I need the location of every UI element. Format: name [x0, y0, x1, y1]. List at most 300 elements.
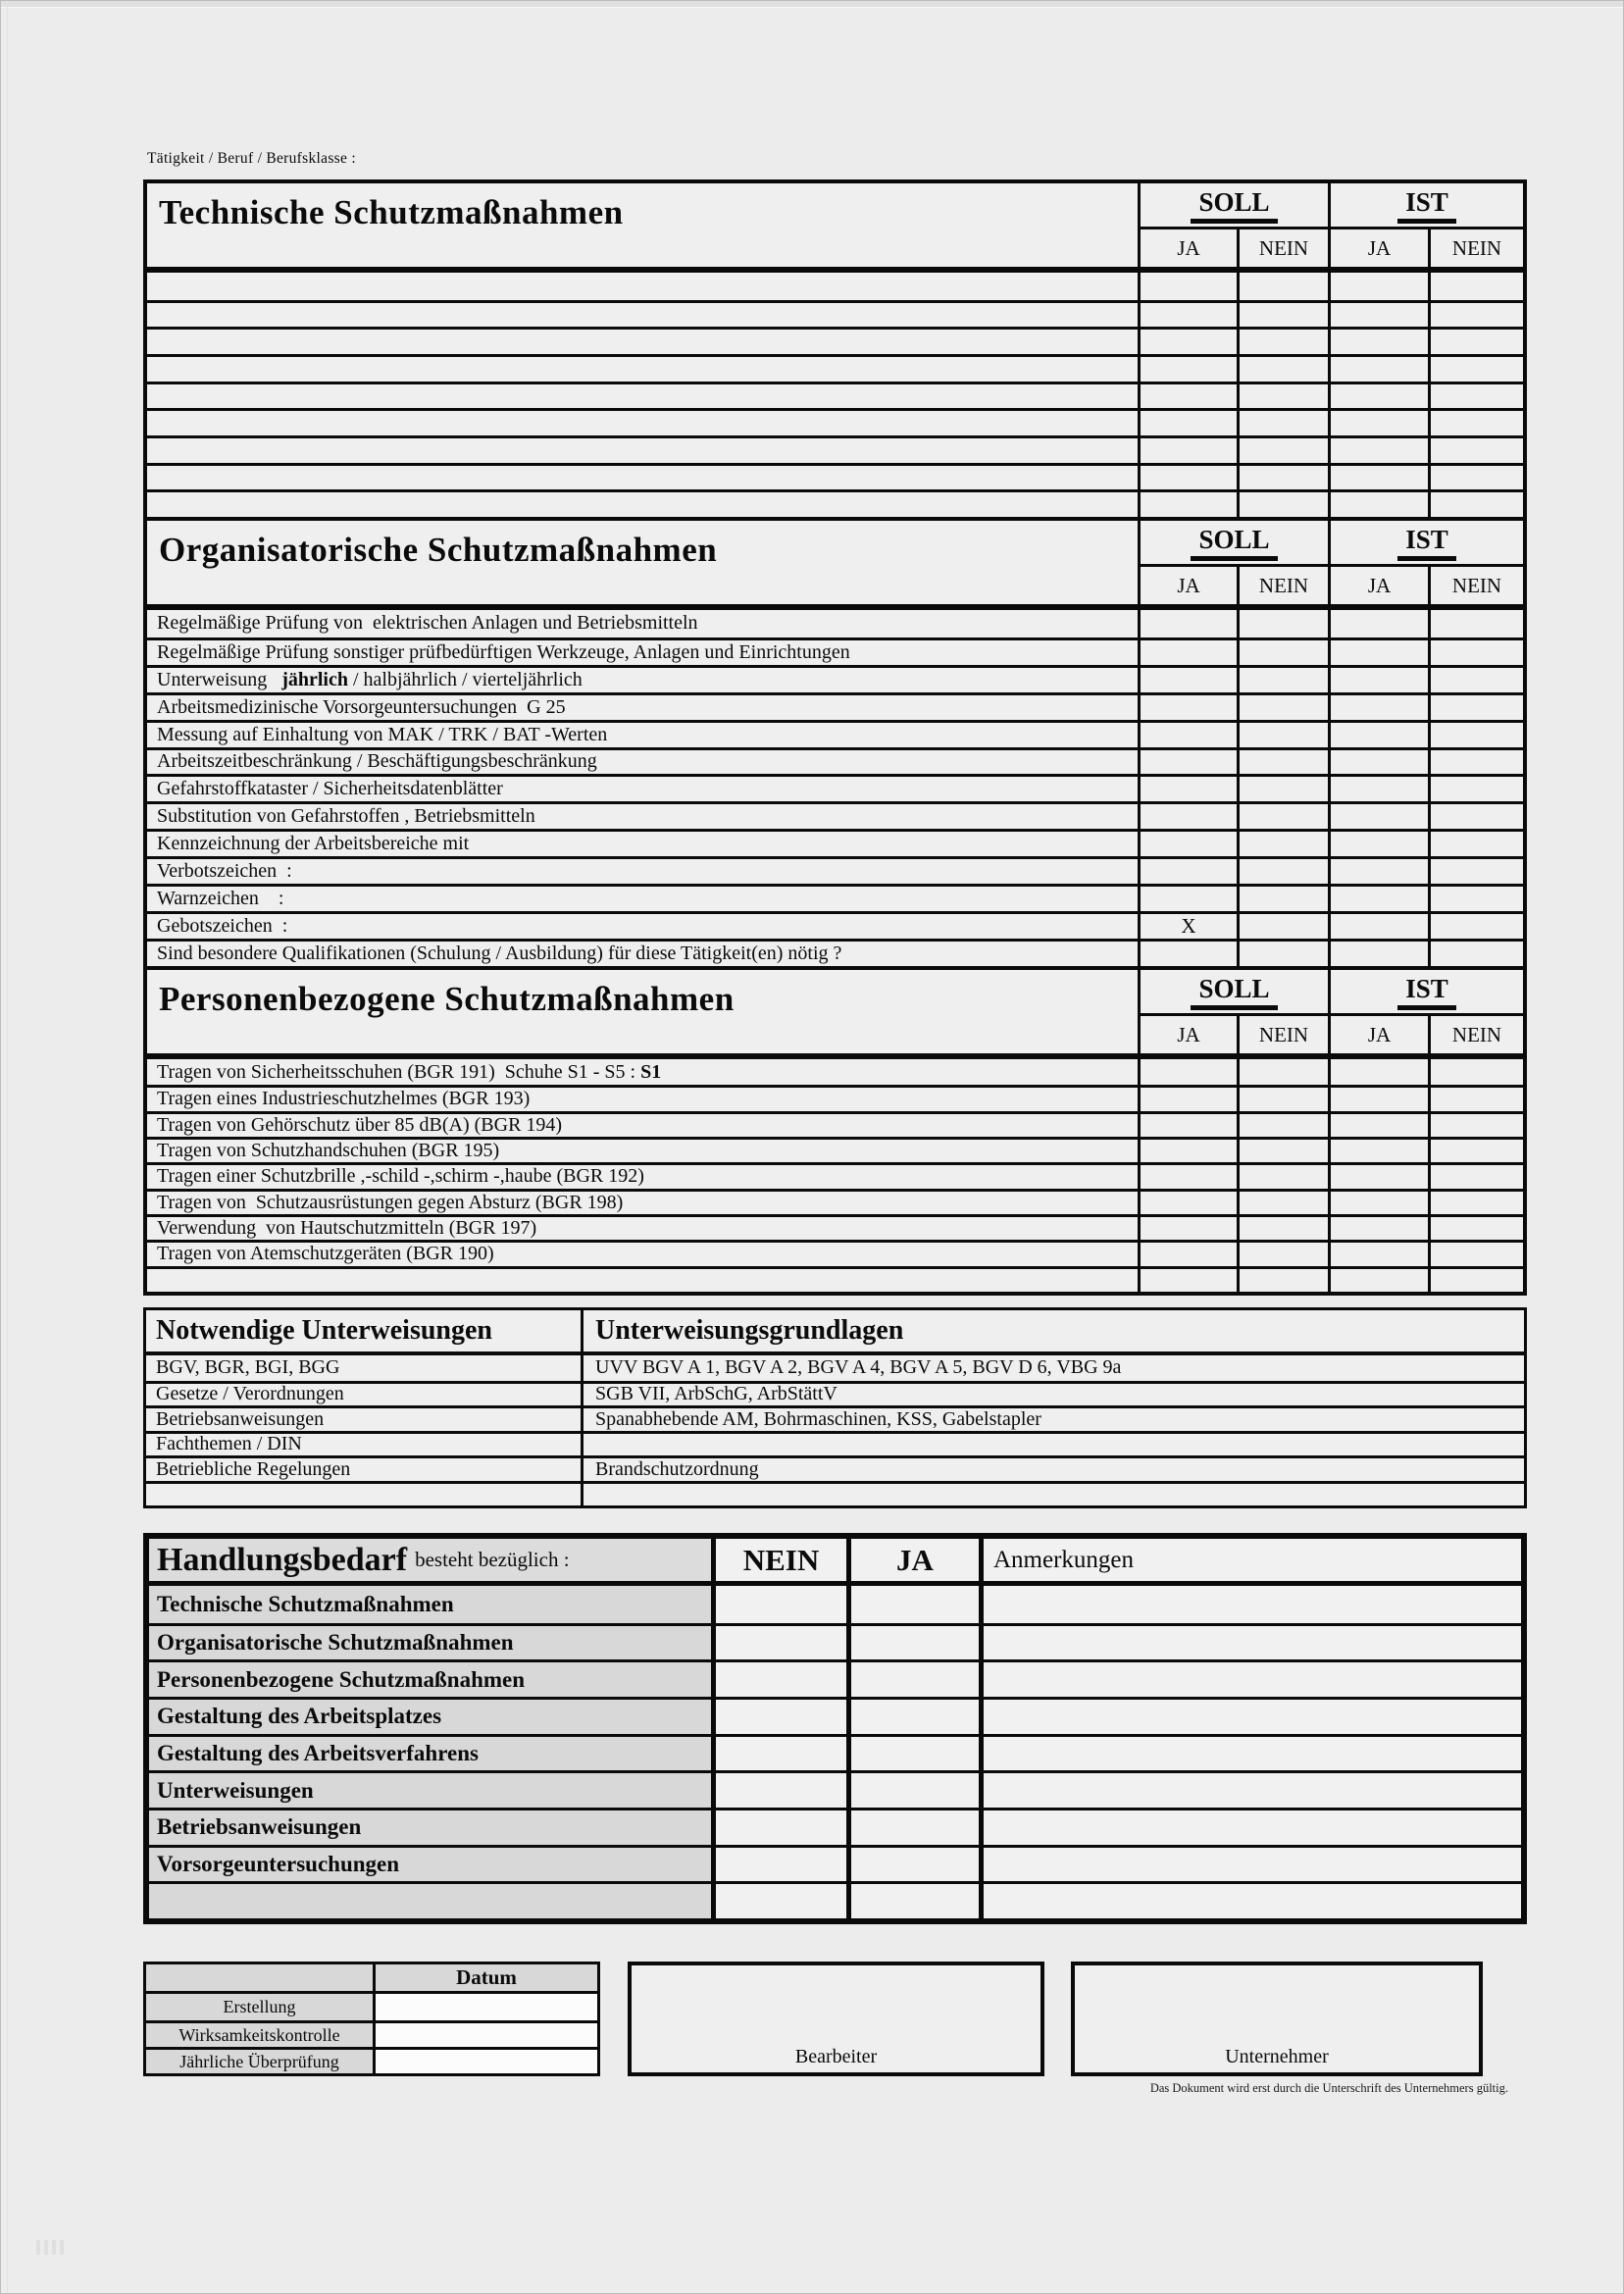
instructions-table-body — [146, 1355, 1524, 1505]
ist-ja-cell[interactable] — [1328, 438, 1428, 463]
soll-ja-cell[interactable] — [1138, 492, 1237, 517]
measure-label: Verbotszeichen : — [157, 860, 292, 883]
section-header — [147, 970, 1523, 1059]
soll-nein-cell[interactable] — [1237, 1217, 1328, 1240]
action-required-table — [143, 1533, 1527, 1924]
ja-nein-row — [1141, 564, 1523, 604]
soll-ja-cell[interactable] — [1138, 438, 1237, 463]
date-row — [146, 2047, 597, 2073]
action-row — [149, 1697, 1521, 1734]
section-header — [147, 183, 1523, 273]
soll-ja-cell[interactable] — [1138, 887, 1237, 911]
ist-nein-cell[interactable] — [1428, 1217, 1523, 1240]
empty-measure-field[interactable] — [147, 1269, 1138, 1292]
soll-ja-cell[interactable] — [1138, 411, 1237, 435]
soll-nein-header: NEIN — [1240, 1016, 1331, 1053]
soll-nein-cell[interactable] — [1237, 411, 1328, 435]
action-row-label: Betriebsanweisungen — [149, 1810, 711, 1845]
ist-ja-cell[interactable] — [1328, 1088, 1428, 1110]
ist-nein-cell[interactable] — [1428, 1243, 1523, 1265]
date-header-label: Datum — [373, 1964, 597, 1991]
action-col-notes-header: Anmerkungen — [979, 1539, 1521, 1581]
soll-ja-cell[interactable] — [1138, 1140, 1237, 1162]
action-row — [149, 1586, 1521, 1623]
soll-ja-cell[interactable] — [1138, 466, 1237, 490]
ist-nein-cell[interactable] — [1428, 1059, 1523, 1085]
soll-ja-cell[interactable] — [1138, 273, 1237, 300]
ist-nein-cell[interactable] — [1428, 330, 1523, 354]
soll-nein-cell[interactable] — [1237, 750, 1328, 775]
action-row — [149, 1881, 1521, 1918]
action-ja-cell[interactable] — [846, 1586, 979, 1623]
date-value-field[interactable] — [373, 2023, 597, 2047]
ist-nein-cell[interactable] — [1428, 695, 1523, 720]
action-row-label: Organisatorische Schutzmaßnahmen — [149, 1626, 711, 1660]
action-nein-cell[interactable] — [711, 1810, 846, 1845]
measure-label: Substitution von Gefahrstoffen , Betriebsmitteln — [157, 805, 535, 828]
ist-nein-cell[interactable] — [1428, 492, 1523, 517]
soll-ja-cell[interactable] — [1138, 1269, 1237, 1292]
soll-nein-cell[interactable] — [1237, 330, 1328, 354]
ist-ja-cell[interactable] — [1328, 384, 1428, 409]
measure-row — [147, 354, 1523, 382]
ist-nein-cell[interactable] — [1428, 914, 1523, 939]
ist-nein-cell[interactable] — [1428, 777, 1523, 801]
ist-ja-cell[interactable] — [1328, 1114, 1428, 1137]
ist-nein-cell[interactable] — [1428, 1114, 1523, 1137]
soll-ist-header — [1138, 970, 1523, 1053]
ist-ja-cell[interactable] — [1328, 1217, 1428, 1240]
owner-signature-box[interactable] — [1071, 1962, 1483, 2076]
soll-ja-cell[interactable] — [1138, 330, 1237, 354]
measure-row — [147, 408, 1523, 435]
ist-ja-cell[interactable] — [1328, 640, 1428, 665]
action-notes-cell[interactable] — [979, 1626, 1521, 1660]
soll-ja-cell[interactable] — [1138, 942, 1237, 966]
action-notes-cell[interactable] — [979, 1737, 1521, 1771]
instructions-row — [146, 1405, 1524, 1431]
soll-nein-header: NEIN — [1240, 229, 1331, 267]
signature-validity-note: Das Dokument wird erst durch die Unterschrift des Unternehmers gültig. — [1149, 2081, 1508, 2095]
action-row — [149, 1659, 1521, 1697]
soll-nein-cell[interactable] — [1237, 492, 1328, 517]
soll-ja-cell[interactable] — [1138, 1088, 1237, 1110]
measure-row — [147, 801, 1523, 829]
soll-nein-cell[interactable] — [1237, 832, 1328, 856]
section-rows — [147, 610, 1523, 966]
window-left-edge — [7, 1, 8, 2293]
empty-measure-field[interactable] — [147, 330, 1138, 354]
date-table-body — [146, 1994, 597, 2073]
empty-measure-field[interactable] — [147, 357, 1138, 382]
soll-nein-cell[interactable] — [1237, 914, 1328, 939]
soll-nein-cell[interactable] — [1237, 1243, 1328, 1265]
soll-nein-cell[interactable] — [1237, 804, 1328, 829]
measure-label: Tragen von Schutzhandschuhen (BGR 195) — [157, 1140, 500, 1162]
ist-ja-cell[interactable] — [1328, 1243, 1428, 1265]
ist-ja-cell[interactable] — [1328, 411, 1428, 435]
instruction-topic-label: Fachthemen / DIN — [156, 1433, 302, 1455]
ist-nein-cell[interactable] — [1428, 750, 1523, 775]
ist-nein-cell[interactable] — [1428, 1192, 1523, 1214]
action-row-label: Unterweisungen — [149, 1773, 711, 1808]
soll-ja-cell[interactable] — [1138, 804, 1237, 829]
ist-nein-cell[interactable] — [1428, 668, 1523, 692]
soll-label: SOLL — [1191, 187, 1277, 224]
ist-ja-cell[interactable] — [1328, 914, 1428, 939]
measure-row — [147, 1085, 1523, 1110]
measure-row — [147, 774, 1523, 801]
window-top-strip — [1, 1, 1623, 8]
measure-row — [147, 327, 1523, 354]
instructions-col1-header: Notwendige Unterweisungen — [156, 1315, 492, 1346]
soll-nein-cell[interactable] — [1237, 887, 1328, 911]
ist-nein-cell[interactable] — [1428, 1088, 1523, 1110]
ist-nein-cell[interactable] — [1428, 804, 1523, 829]
instruction-topic-label: Betriebsanweisungen — [156, 1408, 325, 1430]
action-row — [149, 1808, 1521, 1845]
action-notes-cell[interactable] — [979, 1662, 1521, 1697]
empty-measure-field[interactable] — [147, 384, 1138, 409]
soll-nein-cell[interactable] — [1237, 942, 1328, 966]
soll-nein-cell[interactable] — [1237, 723, 1328, 747]
form-body — [143, 179, 1527, 1924]
date-row-label: Jährliche Überprüfung — [146, 2050, 373, 2073]
instruction-basis-field[interactable]: Brandschutzordnung — [581, 1458, 1524, 1481]
soll-ist-row — [1141, 183, 1523, 227]
action-ja-cell[interactable] — [846, 1773, 979, 1808]
empty-measure-field[interactable] — [147, 466, 1138, 490]
date-table — [143, 1962, 600, 2076]
action-ja-cell[interactable] — [846, 1810, 979, 1845]
ist-ja-cell[interactable] — [1328, 777, 1428, 801]
action-ja-cell[interactable] — [846, 1848, 979, 1882]
measure-label: Verwendung von Hautschutzmitteln (BGR 197) — [157, 1217, 537, 1240]
measure-row — [147, 856, 1523, 884]
ist-nein-cell[interactable] — [1428, 832, 1523, 856]
soll-nein-cell[interactable] — [1237, 303, 1328, 328]
soll-label: SOLL — [1191, 525, 1277, 561]
ist-nein-cell[interactable] — [1428, 273, 1523, 300]
soll-nein-cell[interactable] — [1237, 610, 1328, 637]
measure-label: Gefahrstoffkataster / Sicherheitsdatenblätter — [157, 778, 503, 800]
soll-ja-cell[interactable] — [1138, 357, 1237, 382]
date-row-label: Erstellung — [146, 1994, 373, 2020]
ist-ja-cell[interactable] — [1328, 330, 1428, 354]
action-table-body — [149, 1586, 1521, 1918]
section-header — [147, 521, 1523, 610]
soll-nein-cell[interactable] — [1237, 273, 1328, 300]
date-value-field[interactable] — [373, 2050, 597, 2073]
section-technical-measures — [143, 179, 1527, 521]
action-table-title — [149, 1539, 711, 1581]
ist-ja-cell[interactable] — [1328, 1192, 1428, 1214]
soll-ist-row — [1141, 970, 1523, 1013]
ist-nein-header: NEIN — [1451, 1022, 1502, 1046]
ist-nein-cell[interactable] — [1428, 640, 1523, 665]
ist-label: IST — [1397, 187, 1456, 224]
soll-ja-cell[interactable] — [1138, 1217, 1237, 1240]
ist-ja-cell[interactable] — [1328, 303, 1428, 328]
ist-nein-cell[interactable] — [1428, 610, 1523, 637]
soll-nein-cell[interactable] — [1237, 466, 1328, 490]
soll-ja-header: JA — [1141, 1016, 1240, 1053]
ist-ja-header: JA — [1331, 1016, 1431, 1053]
ist-ja-cell[interactable] — [1328, 804, 1428, 829]
measure-row — [147, 939, 1523, 966]
action-ja-cell[interactable] — [846, 1626, 979, 1660]
ist-nein-cell[interactable] — [1428, 859, 1523, 884]
measure-row — [147, 720, 1523, 747]
soll-header — [1141, 521, 1331, 564]
soll-label: SOLL — [1191, 974, 1277, 1010]
measure-label: Tragen einer Schutzbrille ,-schild -,schirm -,haube (BGR 192) — [157, 1165, 644, 1188]
soll-nein-cell[interactable] — [1237, 1088, 1328, 1110]
measure-label: Messung auf Einhaltung von MAK / TRK / BAT -Werten — [157, 723, 608, 745]
ist-nein-cell[interactable] — [1428, 357, 1523, 382]
measure-label: Tragen von Atemschutzgeräten (BGR 190) — [157, 1243, 494, 1265]
soll-nein-cell[interactable] — [1237, 1114, 1328, 1137]
measure-label: Gebotszeichen : — [157, 914, 288, 937]
soll-nein-cell[interactable] — [1237, 1269, 1328, 1292]
ist-ja-cell[interactable] — [1328, 1059, 1428, 1085]
measure-row — [147, 435, 1523, 463]
soll-nein-cell[interactable] — [1237, 1059, 1328, 1085]
soll-nein-cell[interactable] — [1237, 859, 1328, 884]
measure-row — [147, 1266, 1523, 1292]
measure-label: Arbeitsmedizinische Vorsorgeuntersuchungen G 25 — [157, 695, 566, 718]
soll-ja-header: JA — [1141, 229, 1240, 267]
soll-ja-cell[interactable] — [1138, 1243, 1237, 1265]
ist-ja-cell[interactable] — [1328, 466, 1428, 490]
empty-measure-field[interactable] — [147, 492, 1138, 517]
instruction-basis-field[interactable]: UVV BGV A 1, BGV A 2, BGV A 4, BGV A 5, BGV D 6, VBG 9a — [581, 1355, 1524, 1381]
action-notes-cell[interactable] — [979, 1700, 1521, 1734]
action-notes-cell[interactable] — [979, 1848, 1521, 1882]
soll-header — [1141, 183, 1331, 227]
ist-nein-header: NEIN — [1451, 573, 1502, 597]
owner-signature-label: Unternehmer — [1225, 2046, 1329, 2067]
soll-ja-cell[interactable] — [1138, 384, 1237, 409]
ist-ja-cell[interactable] — [1328, 859, 1428, 884]
ist-ja-cell[interactable] — [1328, 723, 1428, 747]
soll-nein-cell[interactable] — [1237, 438, 1328, 463]
ist-nein-cell[interactable] — [1428, 411, 1523, 435]
action-notes-cell[interactable] — [979, 1586, 1521, 1623]
soll-ja-cell[interactable] — [1138, 695, 1237, 720]
ist-nein-cell[interactable] — [1428, 887, 1523, 911]
soll-ja-cell[interactable] — [1138, 723, 1237, 747]
soll-nein-header: NEIN — [1240, 567, 1331, 604]
instruction-topic-label: Betriebliche Regelungen — [156, 1458, 351, 1480]
instructions-row — [146, 1481, 1524, 1506]
ist-ja-cell[interactable] — [1328, 942, 1428, 966]
empty-measure-field[interactable] — [147, 411, 1138, 435]
soll-ja-cell[interactable] — [1138, 303, 1237, 328]
ist-nein-cell[interactable] — [1428, 1165, 1523, 1188]
measure-row — [147, 1059, 1523, 1085]
soll-ja-cell[interactable]: X — [1138, 914, 1237, 939]
measure-label: Sind besondere Qualifikationen (Schulung / Ausbildung) für diese Tätigkeit(en) nötig ? — [157, 942, 842, 964]
measure-label: Tragen von Gehörschutz über 85 dB(A) (BGR 194) — [157, 1113, 563, 1136]
ist-ja-cell[interactable] — [1328, 492, 1428, 517]
ist-ja-cell[interactable] — [1328, 887, 1428, 911]
instruction-topic-label: Gesetze / Verordnungen — [156, 1383, 344, 1405]
soll-header — [1141, 970, 1331, 1013]
ist-ja-header: JA — [1331, 229, 1431, 267]
section-personal-measures — [143, 966, 1527, 1296]
soll-nein-cell[interactable] — [1237, 668, 1328, 692]
soll-ja-cell[interactable] — [1138, 668, 1237, 692]
soll-ist-row — [1141, 521, 1523, 564]
activity-label: Tätigkeit / Beruf / Berufsklasse : — [147, 150, 356, 167]
measure-row — [147, 382, 1523, 409]
action-row — [149, 1770, 1521, 1808]
ist-header — [1331, 521, 1523, 564]
action-ja-cell[interactable] — [846, 1662, 979, 1697]
soll-nein-cell[interactable] — [1237, 640, 1328, 665]
soll-nein-cell[interactable] — [1237, 1165, 1328, 1188]
action-row-label: Personenbezogene Schutzmaßnahmen — [149, 1662, 711, 1697]
instructions-row — [146, 1455, 1524, 1481]
soll-nein-cell[interactable] — [1237, 1192, 1328, 1214]
action-row-label: Technische Schutzmaßnahmen — [149, 1586, 711, 1623]
action-notes-cell[interactable] — [979, 1884, 1521, 1918]
empty-measure-field[interactable] — [147, 438, 1138, 463]
action-col-nein-header: NEIN — [711, 1539, 846, 1581]
instruction-basis-field[interactable]: SGB VII, ArbSchG, ArbStättV — [581, 1384, 1524, 1406]
measure-label: Regelmäßige Prüfung von elektrischen Anlagen und Betriebsmitteln — [157, 612, 698, 635]
instruction-topic-label: BGV, BGR, BGI, BGG — [156, 1356, 340, 1379]
date-value-field[interactable] — [373, 1994, 597, 2020]
date-table-header — [146, 1964, 597, 1994]
ist-nein-cell[interactable] — [1428, 466, 1523, 490]
action-nein-cell[interactable] — [711, 1700, 846, 1734]
empty-action-label[interactable] — [149, 1884, 711, 1918]
ist-ja-cell[interactable] — [1328, 1269, 1428, 1292]
measure-row — [147, 692, 1523, 720]
ist-label: IST — [1397, 974, 1456, 1010]
action-ja-cell[interactable] — [846, 1700, 979, 1734]
action-ja-cell[interactable] — [846, 1737, 979, 1771]
action-table-header — [149, 1539, 1521, 1586]
instruction-basis-field[interactable]: Spanabhebende AM, Bohrmaschinen, KSS, Gabelstapler — [581, 1408, 1524, 1431]
action-notes-cell[interactable] — [979, 1773, 1521, 1808]
measure-label: Arbeitszeitbeschränkung / Beschäftigungsbeschränkung — [157, 750, 597, 773]
ist-nein-cell[interactable] — [1428, 942, 1523, 966]
empty-measure-field[interactable] — [147, 273, 1138, 300]
soll-ja-cell[interactable] — [1138, 1114, 1237, 1137]
instruction-basis-field[interactable] — [581, 1484, 1524, 1506]
ist-ja-cell[interactable] — [1328, 750, 1428, 775]
editor-signature-box[interactable] — [628, 1962, 1044, 2076]
measure-label: Unterweisung jährlich / halbjährlich / vierteljährlich — [157, 668, 583, 690]
ist-nein-header: NEIN — [1451, 235, 1502, 260]
ja-nein-row — [1141, 227, 1523, 267]
ist-ja-cell[interactable] — [1328, 610, 1428, 637]
action-nein-cell[interactable] — [711, 1586, 846, 1623]
ist-ja-cell[interactable] — [1328, 1165, 1428, 1188]
ist-nein-cell[interactable] — [1428, 303, 1523, 328]
measure-row — [147, 911, 1523, 939]
ja-nein-row — [1141, 1013, 1523, 1053]
soll-ja-cell[interactable] — [1138, 777, 1237, 801]
soll-ja-cell[interactable] — [1138, 1059, 1237, 1085]
measure-row — [147, 637, 1523, 665]
ist-nein-cell[interactable] — [1428, 1269, 1523, 1292]
soll-nein-cell[interactable] — [1237, 357, 1328, 382]
section-title: Personenbezogene Schutzmaßnahmen — [159, 980, 735, 1018]
action-nein-cell[interactable] — [711, 1773, 846, 1808]
soll-ja-header: JA — [1141, 567, 1240, 604]
measure-row — [147, 300, 1523, 328]
action-notes-cell[interactable] — [979, 1810, 1521, 1845]
action-nein-cell[interactable] — [711, 1884, 846, 1918]
instructions-row — [146, 1431, 1524, 1456]
measure-row — [147, 489, 1523, 517]
action-row-label: Gestaltung des Arbeitsplatzes — [149, 1700, 711, 1734]
soll-ja-cell[interactable] — [1138, 640, 1237, 665]
ist-ja-cell[interactable] — [1328, 273, 1428, 300]
action-ja-cell[interactable] — [846, 1884, 979, 1918]
action-nein-cell[interactable] — [711, 1737, 846, 1771]
ist-ja-cell[interactable] — [1328, 357, 1428, 382]
soll-ist-header — [1138, 183, 1523, 267]
ist-ja-cell[interactable] — [1328, 668, 1428, 692]
soll-nein-cell[interactable] — [1237, 777, 1328, 801]
action-title-main: Handlungsbedarf — [157, 1541, 408, 1578]
ist-ja-cell[interactable] — [1328, 832, 1428, 856]
ist-nein-cell[interactable] — [1428, 438, 1523, 463]
empty-topic-field[interactable] — [146, 1484, 581, 1506]
soll-ja-cell[interactable] — [1138, 750, 1237, 775]
measure-row — [147, 1240, 1523, 1265]
soll-ja-cell[interactable] — [1138, 832, 1237, 856]
instructions-row — [146, 1355, 1524, 1381]
date-row-label: Wirksamkeitskontrolle — [146, 2023, 373, 2047]
soll-ja-cell[interactable] — [1138, 859, 1237, 884]
soll-ja-cell[interactable] — [1138, 1192, 1237, 1214]
action-row-label: Gestaltung des Arbeitsverfahrens — [149, 1737, 711, 1771]
ist-ja-cell[interactable] — [1328, 695, 1428, 720]
soll-ja-cell[interactable] — [1138, 1165, 1237, 1188]
action-nein-cell[interactable] — [711, 1662, 846, 1697]
editor-signature-label: Bearbeiter — [794, 2046, 878, 2067]
measure-row — [147, 884, 1523, 911]
ist-nein-cell[interactable] — [1428, 723, 1523, 747]
measure-row — [147, 829, 1523, 856]
action-row — [149, 1734, 1521, 1771]
date-header-empty-cell — [146, 1964, 373, 1991]
action-nein-cell[interactable] — [711, 1848, 846, 1882]
ist-nein-cell[interactable] — [1428, 1140, 1523, 1162]
measure-row — [147, 1189, 1523, 1214]
ist-ja-header: JA — [1331, 567, 1431, 604]
ist-ja-cell[interactable] — [1328, 1140, 1428, 1162]
section-organizational-measures — [143, 517, 1527, 970]
soll-nein-cell[interactable] — [1237, 695, 1328, 720]
soll-nein-cell[interactable] — [1237, 384, 1328, 409]
soll-ja-cell[interactable] — [1138, 610, 1237, 637]
measure-label: Tragen eines Industrieschutzhelmes (BGR 193) — [157, 1088, 531, 1110]
action-nein-cell[interactable] — [711, 1626, 846, 1660]
instruction-basis-field[interactable] — [581, 1434, 1524, 1456]
soll-nein-cell[interactable] — [1237, 1140, 1328, 1162]
measure-label: Kennzeichnung der Arbeitsbereiche mit — [157, 833, 470, 855]
empty-measure-field[interactable] — [147, 303, 1138, 328]
action-row-label: Vorsorgeuntersuchungen — [149, 1848, 711, 1882]
ist-nein-cell[interactable] — [1428, 384, 1523, 409]
